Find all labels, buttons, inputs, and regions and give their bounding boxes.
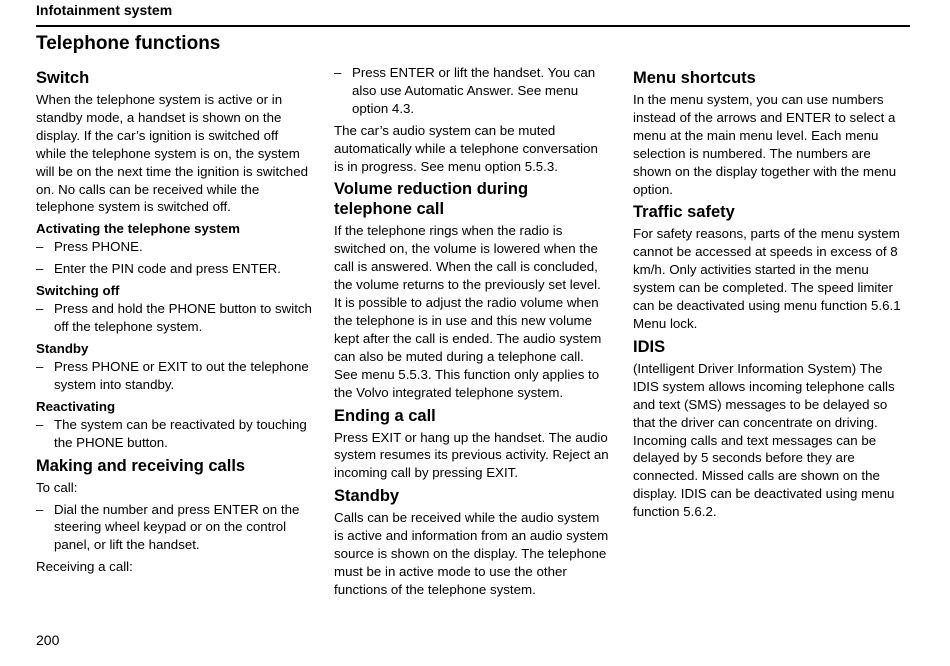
- traffic-safety-paragraph: For safety reasons, parts of the menu system cannot be accessed at speeds in excess of 8 km/h. Only activities started in the menu system can be completed. The speed limiter can be deactivated using menu function 5.6.1 Menu lock.: [633, 226, 901, 331]
- volume-paragraph: If the telephone rings when the radio is switched on, the volume is lowered when the call is answered. When the call is concluded, the volume returns to the previously set level. It is possible to adjust the radio volume when the telephone is in use and this new volume kept after the call is ended. The audio system can also be muted during a telephone call. See menu 5.5.3. This function only applies to the Volvo integrated telephone system.: [334, 223, 602, 400]
- standby-heading: Standby: [334, 487, 400, 506]
- header-divider: [36, 25, 910, 27]
- column-2: [334, 64, 610, 603]
- page-title: Telephone functions: [36, 33, 221, 54]
- mute-paragraph: The car’s audio system can be muted automatically while a telephone conversation is in progress. See menu option 5.5.3.: [334, 122, 598, 174]
- standby-step: – Press PHONE or EXIT to out the telephone system into standby.: [36, 358, 312, 394]
- to-call-step: – Dial the number and press ENTER on the steering wheel keypad or on the control panel, or lift the handset.: [36, 501, 312, 555]
- idis-paragraph: (Intelligent Driver Information System) The IDIS system allows incoming telephone calls and text (SMS) messages to be delayed so that the driver can concentrate on driving. Incoming calls and text messages can be delayed by 5 seconds before they are connected. Missed calls are shown on the display. IDIS can be deactivated using menu function 5.6.2.: [633, 360, 895, 520]
- activating-step-2: – Enter the PIN code and press ENTER.: [36, 260, 312, 278]
- standby-subheading: Standby: [36, 340, 89, 356]
- section-header: Infotainment system: [36, 2, 173, 18]
- traffic-safety-heading: Traffic safety: [633, 203, 735, 222]
- receive-step: – Press ENTER or lift the handset. You can also use Automatic Answer. See menu option 4.3.: [334, 64, 610, 118]
- page-number: 200: [36, 632, 60, 648]
- switch-paragraph: When the telephone system is active or in standby mode, a handset is shown on the display. If the car’s ignition is switched off while the telephone system is on, the system will be on the next time the ignition is switched on. No calls can be received while the telephone system is switched off.: [36, 92, 308, 215]
- making-calls-heading: Making and receiving calls: [36, 456, 246, 475]
- reactivating-step: – The system can be reactivated by touching the PHONE button.: [36, 416, 312, 452]
- to-call-label: To call:: [36, 479, 78, 495]
- switching-off-step: – Press and hold the PHONE button to switch off the telephone system.: [36, 300, 312, 336]
- reactivating-heading: Reactivating: [36, 398, 116, 414]
- volume-heading: Volume reduction during telephone call: [334, 180, 529, 219]
- column-1: [36, 64, 312, 580]
- switch-heading: Switch: [36, 69, 90, 87]
- menu-shortcuts-heading: Menu shortcuts: [633, 69, 756, 87]
- activating-step-1: – Press PHONE.: [36, 238, 312, 256]
- column-3: [633, 64, 909, 525]
- idis-heading: IDIS: [633, 337, 666, 356]
- ending-call-heading: Ending a call: [334, 406, 436, 425]
- ending-call-paragraph: Press EXIT or hang up the handset. The audio system resumes its previous activity. Reject an incoming call by pressing EXIT.: [334, 429, 609, 481]
- standby-paragraph: Calls can be received while the audio system is active and information from an audio system source is shown on the display. The telephone must be in active mode to use the other functions of the telephone system.: [334, 510, 609, 597]
- menu-shortcuts-paragraph: In the menu system, you can use numbers instead of the arrows and ENTER to select a menu at the main menu level. Each menu selection is numbered. The numbers are shown on the display together with the menu option.: [633, 92, 897, 197]
- activating-heading: Activating the telephone system: [36, 221, 240, 237]
- receiving-label: Receiving a call:: [36, 559, 133, 575]
- switching-off-heading: Switching off: [36, 283, 120, 299]
